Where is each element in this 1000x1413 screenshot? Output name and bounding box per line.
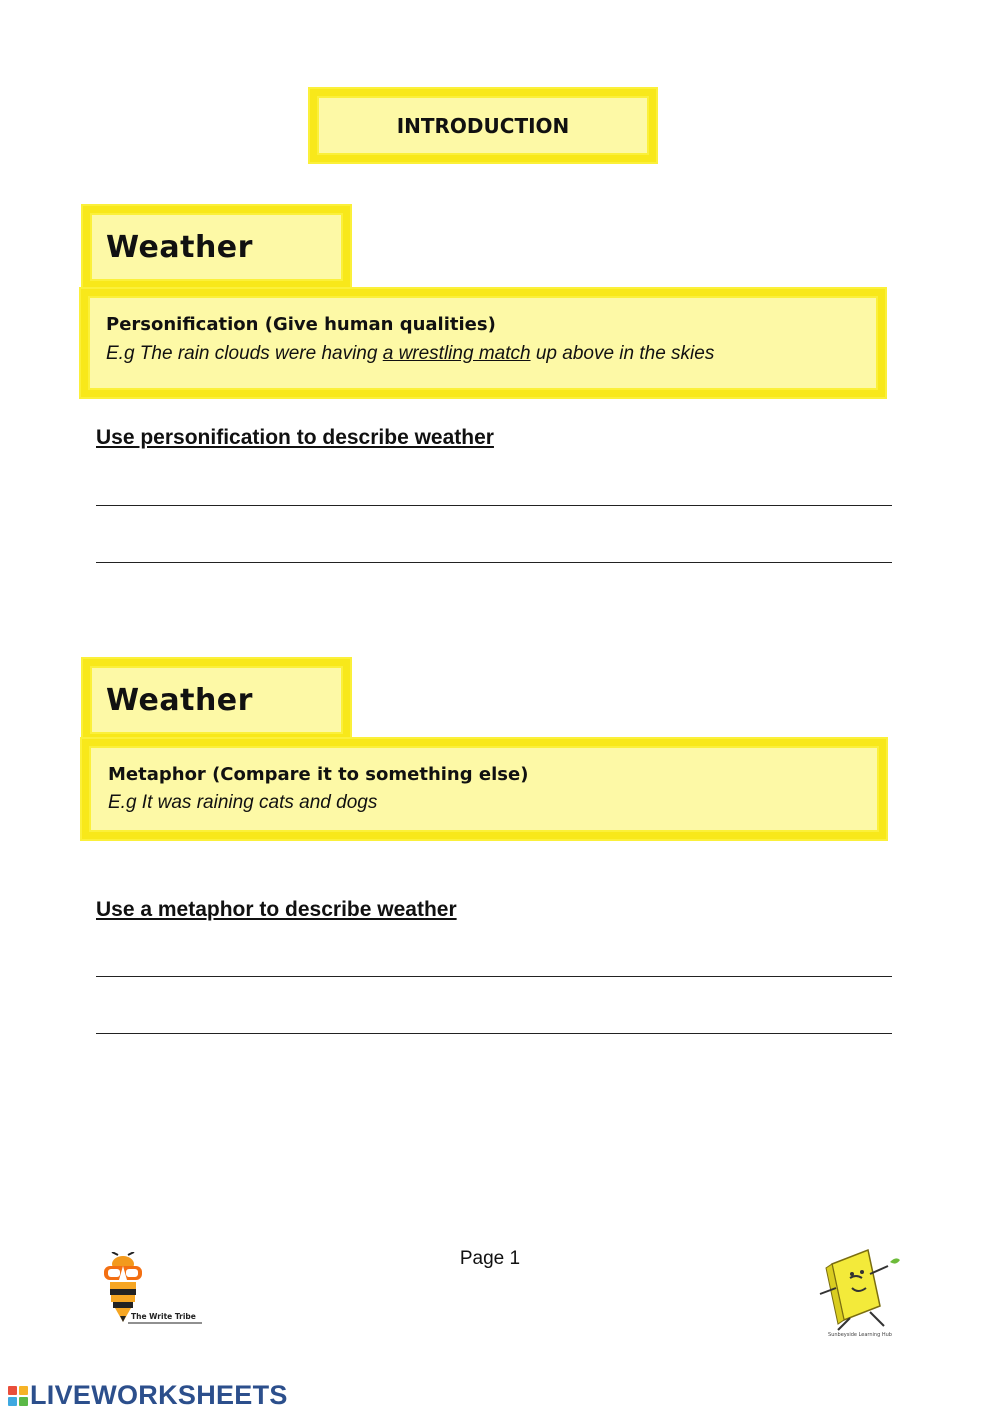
section-1-concept: Personification (Give human qualities) bbox=[106, 314, 496, 335]
answer-line-1[interactable] bbox=[96, 505, 892, 506]
page-title: INTRODUCTION bbox=[396, 113, 570, 138]
answer-line-3[interactable] bbox=[96, 976, 892, 977]
section-2-task: Use a metaphor to describe weather bbox=[96, 898, 457, 921]
answer-line-2[interactable] bbox=[96, 562, 892, 563]
section-1-example: E.g The rain clouds were having a wrestling match up above in the skies bbox=[106, 343, 715, 364]
page-number: Page 1 bbox=[459, 1248, 521, 1269]
section-2-example: E.g It was raining cats and dogs bbox=[108, 792, 378, 813]
section-2-concept: Metaphor (Compare it to something else) bbox=[108, 764, 529, 785]
section-2-box bbox=[82, 739, 886, 839]
bee-logo-caption: The Write Tribe bbox=[131, 1312, 196, 1321]
section-2-title: Weather bbox=[106, 683, 253, 718]
book-logo-caption: Sunbeyside Learning Hub bbox=[828, 1332, 892, 1338]
section-1-title: Weather bbox=[106, 230, 253, 265]
section-1-task: Use personification to describe weather bbox=[96, 426, 494, 449]
bee-logo bbox=[98, 1252, 208, 1328]
liveworksheets-watermark bbox=[8, 1380, 288, 1411]
liveworksheets-text: LIVEWORKSHEETS bbox=[30, 1380, 288, 1410]
answer-line-4[interactable] bbox=[96, 1033, 892, 1034]
liveworksheets-icon bbox=[8, 1386, 28, 1406]
book-mascot-logo bbox=[810, 1244, 910, 1344]
